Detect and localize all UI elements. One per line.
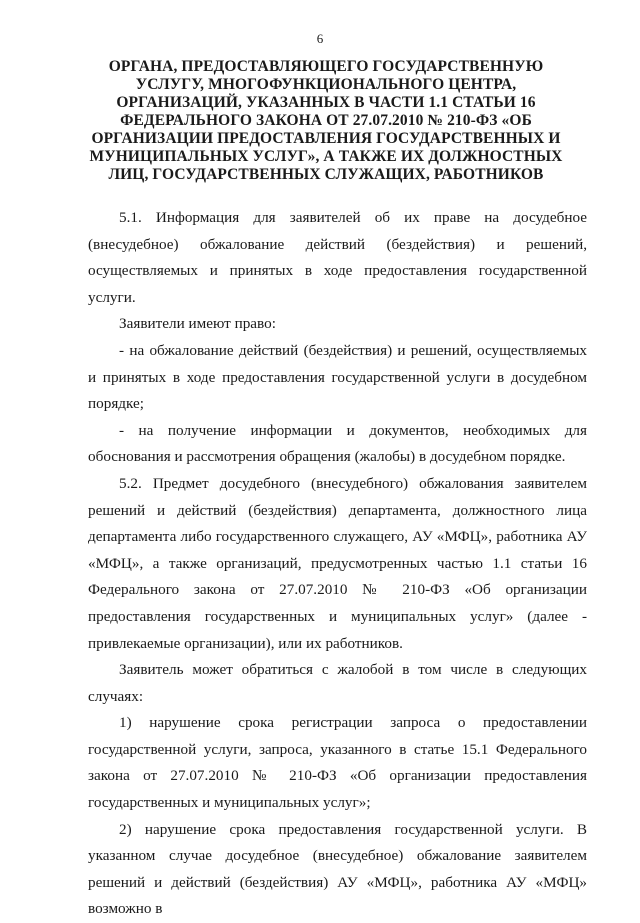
section-heading: ОРГАНА, ПРЕДОСТАВЛЯЮЩЕГО ГОСУДАРСТВЕННУЮ УСЛУГУ, МНОГОФУНКЦИОНАЛЬНОГО ЦЕНТРА, ОРГАНИЗАЦИЙ, УКАЗАННЫХ В ЧАСТИ 1.1 СТАТЬИ 16 ФЕДЕРАЛЬНОГО ЗАКОНА ОТ 27.07.2010 № 210-ФЗ «ОБ ОРГАНИЗАЦИИ ПРЕДОСТАВЛЕНИЯ ГОСУДАРСТВЕННЫХ И МУНИЦИПАЛЬНЫХ УСЛУГ», А ТАКЖЕ ИХ ДОЛЖНОСТНЫХ ЛИЦ, ГОСУДАРСТВЕННЫХ СЛУЖАЩИХ, РАБОТНИКОВ [89,58,563,183]
paragraph-right-information: - на получение информации и документов, необходимых для обоснования и рассмотрения обращения (жалобы) в досудебном порядке. [88,421,587,466]
paragraph-rights-intro: Заявители имеют право: [119,315,276,333]
paragraph-right-appeal: - на обжалование действий (бездействия) и решений, осуществляемых и принятых в ходе предоставления государственной услуги в досудебном порядке; [88,341,587,413]
paragraph-cases-intro: Заявитель может обратиться с жалобой в том числе в следующих случаях: [88,661,587,705]
paragraph-5-2: 5.2. Предмет досудебного (внесудебного) обжалования заявителем решений и действий (бездействия) департамента, должностного лица департамента либо государственного служащего, АУ «МФЦ», работника АУ «МФЦ», а также организаций, предусмотренных частью 1.1 статьи 16 Федерального закона от 27.07.2010 № 210-ФЗ «Об организации предоставления государственных и муниципальных услуг» (далее - привлекаемые организации), или их работников. [88,474,587,652]
paragraph-case-2: 2) нарушение срока предоставления государственной услуги. В указанном случае досудебное (внесудебное) обжалование заявителем решений и действий (бездействия) АУ «МФЦ», работника АУ «МФЦ» возможно в [88,820,587,918]
paragraph-case-1: 1) нарушение срока регистрации запроса о предоставлении государственной услуги, запроса, указанного в статье 15.1 Федерального закона от 27.07.2010 № 210-ФЗ «Об организации предоставления государственных и муниципальных услуг»; [88,714,587,812]
page-number: 6 [316,31,324,46]
paragraph-5-1: 5.1. Информация для заявителей об их праве на досудебное (внесудебное) обжалование действий (бездействия) и решений, осуществляемых и принятых в ходе предоставления государственной услуги. [88,209,587,306]
document-body [88,205,587,923]
